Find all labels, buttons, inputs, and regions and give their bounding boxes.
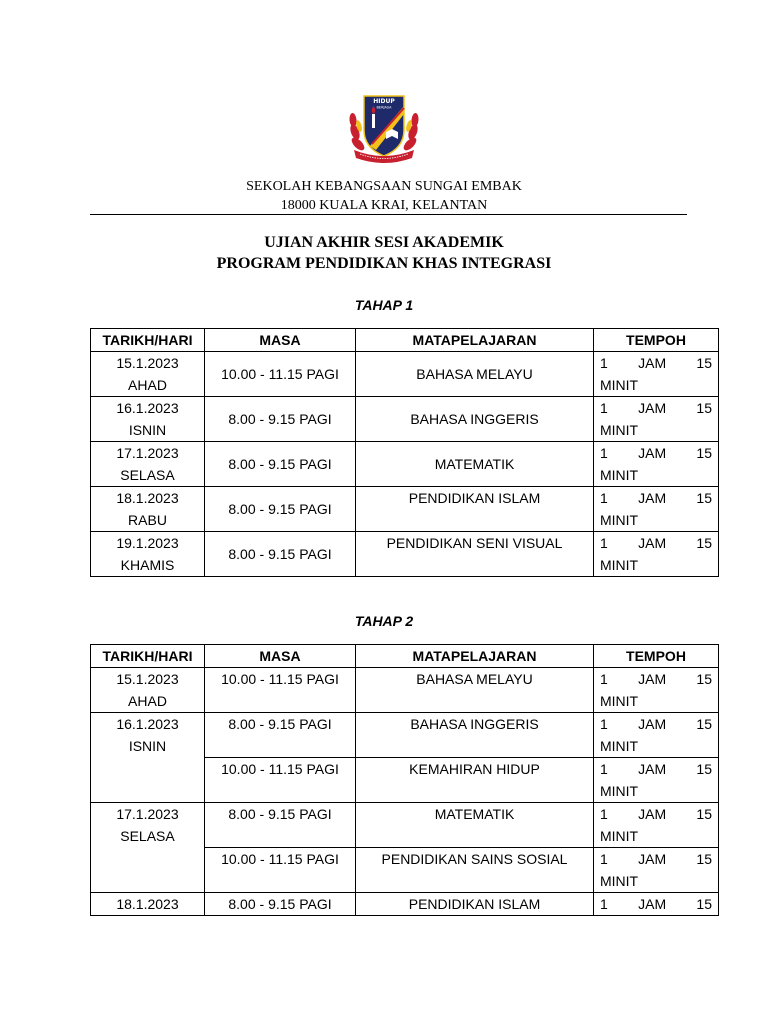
cell-masa: 8.00 - 9.15 PAGI [205, 893, 356, 916]
tahap-2-heading: TAHAP 2 [354, 613, 414, 629]
cell-matapelajaran: KEMAHIRAN HIDUP [356, 758, 594, 803]
cell-masa: 10.00 - 11.15 PAGI [205, 668, 356, 713]
table-row [91, 397, 719, 442]
cell-matapelajaran: PENDIDIKAN SAINS SOSIAL [356, 848, 594, 893]
table-row [91, 713, 719, 758]
col-header-tarikh: TARIKH/HARI [91, 329, 205, 352]
cell-tarikh: 15.1.2023 AHAD [91, 352, 205, 397]
table-row [91, 893, 719, 916]
cell-tarikh: 16.1.2023 ISNIN [91, 713, 205, 803]
tahap-1-heading: TAHAP 1 [354, 297, 414, 313]
cell-matapelajaran: PENDIDIKAN ISLAM [356, 893, 594, 916]
tahap-1-schedule-table [90, 328, 719, 577]
cell-tempoh: 1 JAM 15 [594, 893, 719, 916]
cell-tempoh: 1 JAM 15 MINIT [594, 487, 719, 532]
cell-tempoh: 1 JAM 15 MINIT [594, 713, 719, 758]
col-header-matapelajaran: MATAPELAJARAN [356, 645, 594, 668]
cell-masa: 8.00 - 9.15 PAGI [205, 442, 356, 487]
cell-tempoh: 1 JAM 15 MINIT [594, 532, 719, 577]
table-row [91, 803, 719, 848]
tahap-2-schedule-table [90, 644, 719, 916]
cell-tempoh: 1 JAM 15 MINIT [594, 803, 719, 848]
cell-tempoh: 1 JAM 15 MINIT [594, 397, 719, 442]
cell-matapelajaran: BAHASA MELAYU [356, 352, 594, 397]
cell-tarikh: 17.1.2023 SELASA [91, 803, 205, 893]
document-subtitle: PROGRAM PENDIDIKAN KHAS INTEGRASI [216, 255, 552, 272]
cell-matapelajaran: MATEMATIK [356, 803, 594, 848]
cell-masa: 10.00 - 11.15 PAGI [205, 758, 356, 803]
cell-matapelajaran: PENDIDIKAN SENI VISUAL [356, 532, 594, 577]
col-header-masa: MASA [205, 329, 356, 352]
table-row [91, 352, 719, 397]
school-address: 18000 KUALA KRAI, KELANTAN [280, 198, 488, 213]
cell-tempoh: 1 JAM 15 MINIT [594, 442, 719, 487]
cell-tempoh: 1 JAM 15 MINIT [594, 668, 719, 713]
header-divider [90, 214, 687, 215]
cell-masa: 10.00 - 11.15 PAGI [205, 352, 356, 397]
cell-masa: 8.00 - 9.15 PAGI [205, 532, 356, 577]
col-header-tempoh: TEMPOH [594, 329, 719, 352]
cell-tarikh: 18.1.2023 RABU [91, 487, 205, 532]
col-header-tarikh: TARIKH/HARI [91, 645, 205, 668]
table-row [91, 532, 719, 577]
cell-tarikh: 18.1.2023 [91, 893, 205, 916]
crest-motto: HIDUP [373, 98, 395, 105]
cell-masa: 8.00 - 9.15 PAGI [205, 397, 356, 442]
cell-masa: 8.00 - 9.15 PAGI [205, 713, 356, 758]
cell-tempoh: 1 JAM 15 MINIT [594, 848, 719, 893]
cell-masa: 10.00 - 11.15 PAGI [205, 848, 356, 893]
col-header-masa: MASA [205, 645, 356, 668]
school-name: SEKOLAH KEBANGSAAN SUNGAI EMBAK [246, 179, 522, 194]
crest-motto-sub: BERJASA [376, 105, 392, 110]
cell-tempoh: 1 JAM 15 MINIT [594, 758, 719, 803]
col-header-matapelajaran: MATAPELAJARAN [356, 329, 594, 352]
cell-matapelajaran: PENDIDIKAN ISLAM [356, 487, 594, 532]
document-title: UJIAN AKHIR SESI AKADEMIK [264, 234, 504, 251]
cell-tempoh: 1 JAM 15 MINIT [594, 352, 719, 397]
cell-matapelajaran: BAHASA INGGERIS [356, 397, 594, 442]
cell-masa: 8.00 - 9.15 PAGI [205, 487, 356, 532]
school-crest-logo [346, 92, 422, 164]
cell-tarikh: 16.1.2023 ISNIN [91, 397, 205, 442]
table-row [91, 487, 719, 532]
cell-matapelajaran: MATEMATIK [356, 442, 594, 487]
cell-matapelajaran: BAHASA MELAYU [356, 668, 594, 713]
cell-tarikh: 19.1.2023 KHAMIS [91, 532, 205, 577]
cell-tarikh: 17.1.2023 SELASA [91, 442, 205, 487]
cell-matapelajaran: BAHASA INGGERIS [356, 713, 594, 758]
col-header-tempoh: TEMPOH [594, 645, 719, 668]
table-header-row [91, 329, 719, 352]
table-row [91, 668, 719, 713]
cell-tarikh: 15.1.2023 AHAD [91, 668, 205, 713]
cell-masa: 8.00 - 9.15 PAGI [205, 803, 356, 848]
table-header-row [91, 645, 719, 668]
table-row [91, 442, 719, 487]
